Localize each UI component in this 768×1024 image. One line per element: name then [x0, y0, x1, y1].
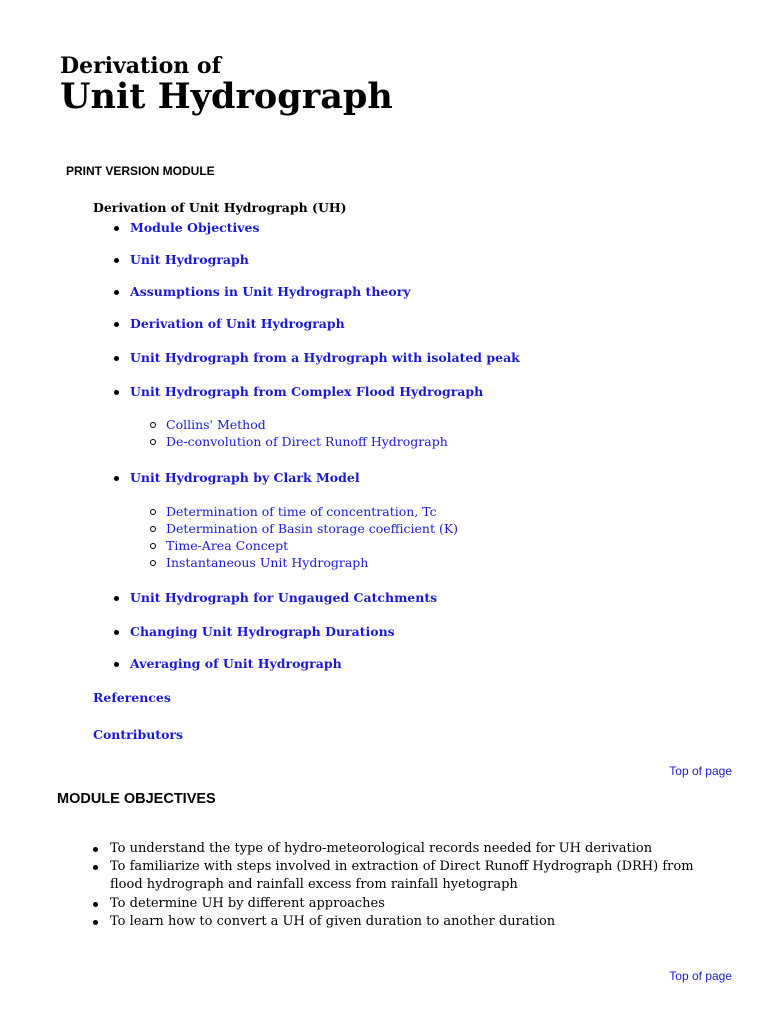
toc-link-tc[interactable]: Determination of time of concentration, Tc	[166, 504, 437, 519]
toc-link-time-area[interactable]: Time-Area Concept	[166, 538, 289, 553]
bullet-icon	[114, 390, 119, 395]
references-link[interactable]: References	[93, 690, 171, 705]
circle-bullet-icon	[150, 422, 156, 428]
objective-text: To determine UH by different approaches	[110, 896, 385, 911]
top-of-page-link-bottom[interactable]: Top of page	[669, 969, 732, 983]
contributors-link[interactable]: Contributors	[93, 727, 184, 742]
objective-text: To understand the type of hydro-meteorological records needed for UH derivation	[110, 841, 653, 856]
bullet-icon	[114, 662, 119, 667]
bullet-icon	[114, 356, 119, 361]
toc-link-isolated-peak[interactable]: Unit Hydrograph from a Hydrograph with isolated peak	[130, 350, 520, 365]
module-objectives-heading: MODULE OBJECTIVES	[57, 791, 216, 807]
toc-link-module-objectives[interactable]: Module Objectives	[130, 220, 260, 235]
bullet-icon	[93, 920, 98, 925]
toc-link-storage-coefficient[interactable]: Determination of Basin storage coefficient (K)	[166, 521, 459, 536]
toc-link-changing-durations[interactable]: Changing Unit Hydrograph Durations	[130, 624, 395, 639]
toc-heading: Derivation of Unit Hydrograph (UH)	[93, 200, 347, 215]
bullet-icon	[93, 902, 98, 907]
top-of-page-link[interactable]: Top of page	[669, 764, 732, 778]
circle-bullet-icon	[150, 560, 156, 566]
bullet-icon	[114, 226, 119, 231]
bullet-icon	[114, 476, 119, 481]
bullet-icon	[93, 847, 98, 852]
bullet-icon	[114, 630, 119, 635]
bullet-icon	[93, 865, 98, 870]
objective-text: To familiarize with steps involved in extraction of Direct Runoff Hydrograph (DRH) from flood hydrograph and rainfall excess from rainfall hyetograph	[110, 859, 694, 892]
toc-link-deconvolution[interactable]: De-convolution of Direct Runoff Hydrograph	[166, 434, 448, 449]
toc-link-collins[interactable]: Collins' Method	[166, 417, 266, 432]
print-version-label: PRINT VERSION MODULE	[66, 164, 215, 178]
toc-link-derivation[interactable]: Derivation of Unit Hydrograph	[130, 316, 345, 331]
toc-link-unit-hydrograph[interactable]: Unit Hydrograph	[130, 252, 249, 267]
toc-link-clark-model[interactable]: Unit Hydrograph by Clark Model	[130, 470, 360, 485]
objective-text: To learn how to convert a UH of given duration to another duration	[110, 914, 556, 929]
toc-link-averaging[interactable]: Averaging of Unit Hydrograph	[130, 656, 342, 671]
bullet-icon	[114, 258, 119, 263]
toc-link-complex-flood[interactable]: Unit Hydrograph from Complex Flood Hydrograph	[130, 384, 484, 399]
circle-bullet-icon	[150, 439, 156, 445]
page-title-line1: Derivation of	[60, 53, 222, 79]
circle-bullet-icon	[150, 526, 156, 532]
toc-link-iuh[interactable]: Instantaneous Unit Hydrograph	[166, 555, 369, 570]
toc-link-assumptions[interactable]: Assumptions in Unit Hydrograph theory	[130, 284, 411, 299]
bullet-icon	[114, 596, 119, 601]
bullet-icon	[114, 322, 119, 327]
page-title-line2: Unit Hydrograph	[60, 76, 393, 117]
circle-bullet-icon	[150, 509, 156, 515]
bullet-icon	[114, 290, 119, 295]
circle-bullet-icon	[150, 543, 156, 549]
toc-link-ungauged[interactable]: Unit Hydrograph for Ungauged Catchments	[130, 590, 438, 605]
